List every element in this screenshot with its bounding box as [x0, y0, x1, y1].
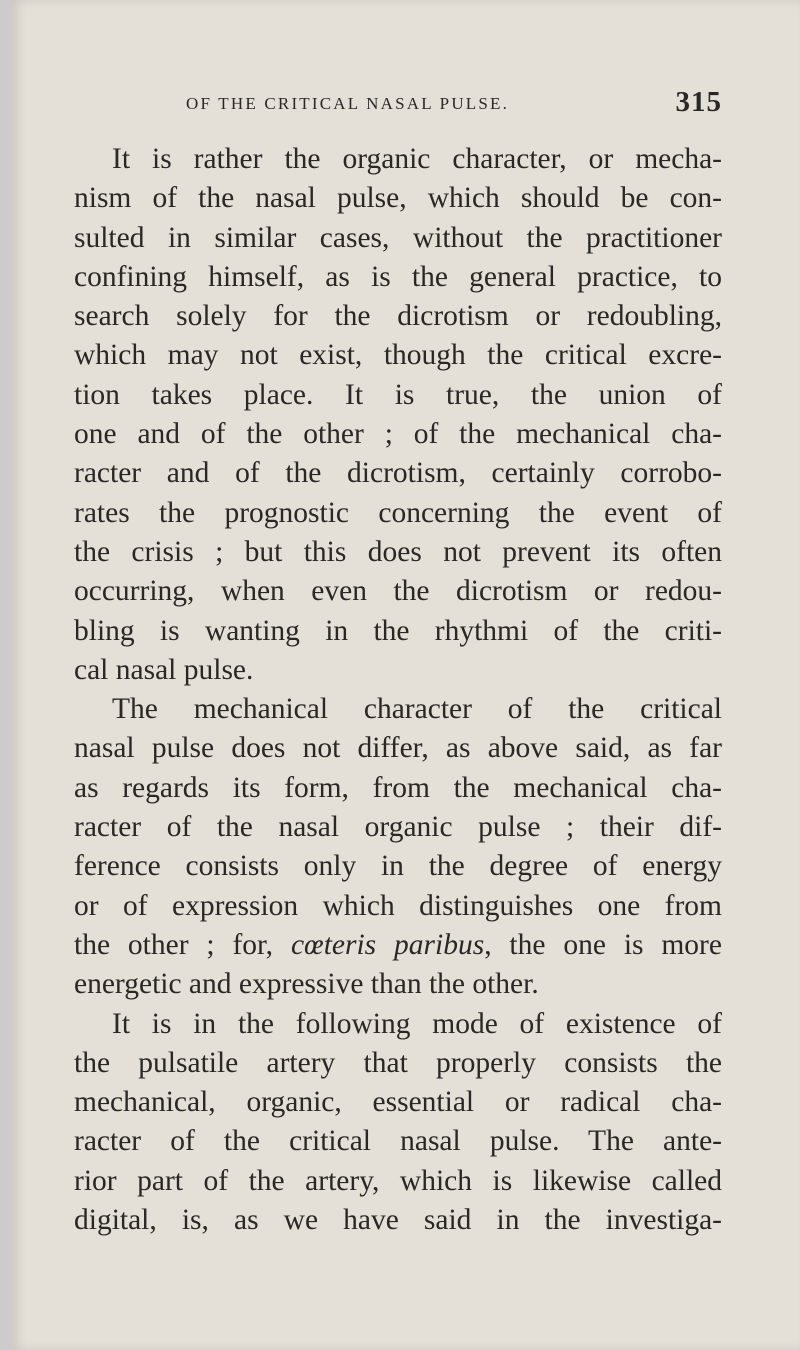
text-line: racter of the nasal organic pulse ; their dif-	[74, 811, 722, 844]
text-line: search solely for the dicrotism or redoubling,	[74, 300, 722, 333]
text-line: The mechanical character of the critical	[112, 693, 722, 726]
paragraph-1	[74, 140, 722, 690]
text-line: which may not exist, though the critical excre-	[74, 339, 722, 372]
text-line: as regards its form, from the mechanical cha-	[74, 771, 722, 804]
italic-phrase: cœteris paribus	[290, 928, 485, 961]
paragraph-2	[74, 690, 722, 1004]
text-line: sulted in similar cases, without the practitioner	[74, 221, 722, 254]
text-line: confining himself, as is the general practice, to	[74, 260, 722, 293]
text-line: one and of the other ; of the mechanical cha-	[74, 418, 722, 451]
body-text	[74, 140, 722, 1240]
text-line: or of expression which distinguishes one from	[74, 889, 722, 922]
text-segment: the other ; for,	[74, 928, 291, 961]
running-header	[74, 84, 722, 126]
text-line: racter of the critical nasal pulse. The ante-	[74, 1125, 722, 1158]
page-number: 315	[675, 86, 722, 118]
text-line: rior part of the artery, which is likewise called	[74, 1164, 722, 1197]
text-line: occurring, when even the dicrotism or redou-	[74, 575, 722, 608]
text-line: nasal pulse does not differ, as above said, as far	[74, 732, 722, 765]
text-line: mechanical, organic, essential or radical cha-	[74, 1086, 722, 1119]
text-line: tion takes place. It is true, the union of	[74, 378, 722, 411]
text-line-with-italic	[74, 926, 722, 965]
text-line: ference consists only in the degree of energy	[74, 850, 722, 883]
text-line: cal nasal pulse.	[74, 653, 254, 686]
running-title: OF THE CRITICAL NASAL PULSE.	[186, 94, 510, 113]
text-line: the pulsatile artery that properly consists the	[74, 1046, 722, 1079]
text-segment: , the one is more	[484, 928, 722, 961]
text-line: the crisis ; but this does not prevent its often	[74, 535, 722, 568]
text-line: rates the prognostic concerning the event of	[74, 496, 722, 529]
text-line: It is in the following mode of existence of	[112, 1007, 722, 1040]
text-line: digital, is, as we have said in the investiga-	[74, 1204, 722, 1237]
text-line: bling is wanting in the rhythmi of the criti-	[74, 614, 722, 647]
text-line: nism of the nasal pulse, which should be con-	[74, 182, 722, 215]
text-line: racter and of the dicrotism, certainly corrobo-	[74, 457, 722, 490]
text-line: energetic and expressive than the other.	[74, 968, 539, 1001]
text-line: It is rather the organic character, or mecha-	[112, 143, 722, 175]
page-content	[74, 84, 722, 1240]
book-page	[12, 0, 800, 1350]
paragraph-3	[74, 1005, 722, 1241]
